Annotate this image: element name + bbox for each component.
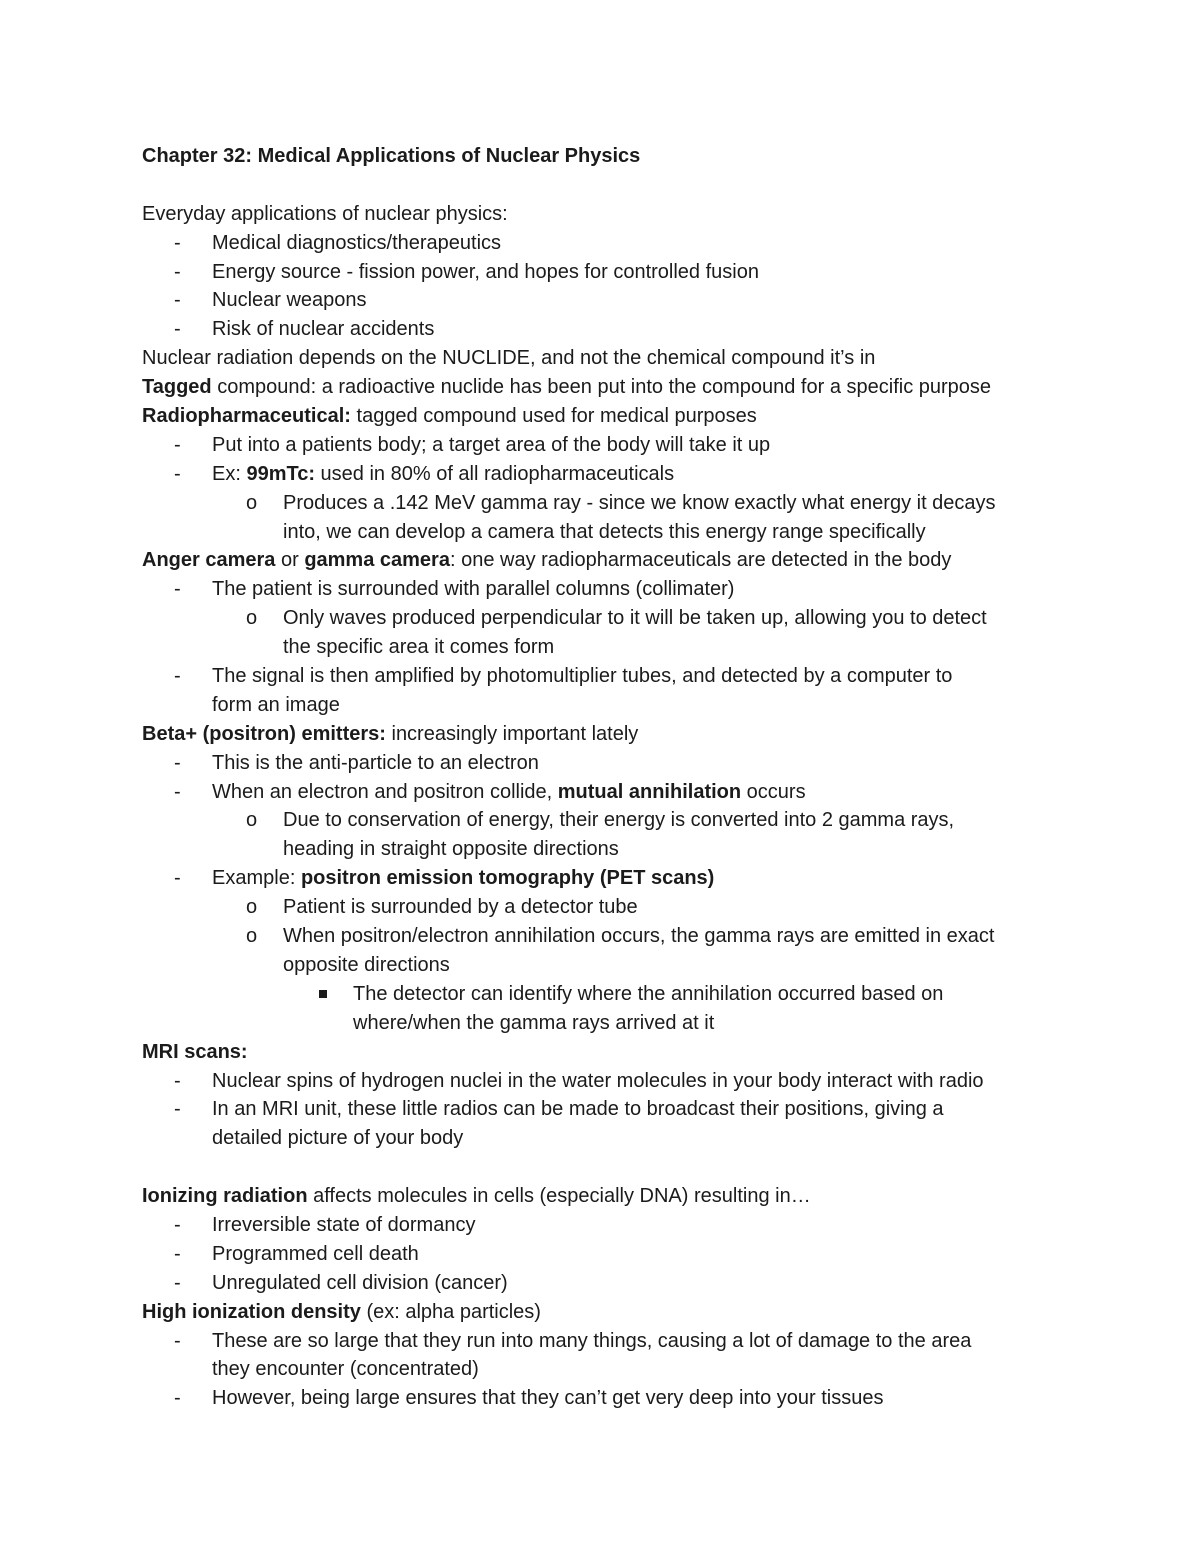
sub-sub-list-item-continuation: where/when the gamma rays arrived at it <box>353 1011 715 1034</box>
paragraph-beta-emitters: Beta+ (positron) emitters: increasingly important lately <box>142 722 639 745</box>
term-99mtc: 99mTc: <box>246 462 315 485</box>
term-tagged: Tagged <box>142 376 212 399</box>
circle-marker: o <box>246 491 258 514</box>
list-item-continuation: they encounter (concentrated) <box>212 1358 479 1381</box>
term-pet-scans: positron emission tomography (PET scans) <box>300 867 715 890</box>
dash-marker: - <box>174 780 181 803</box>
list-item: - Nuclear spins of hydrogen nuclei in the water molecules in your body interact with radio <box>142 1067 1082 1096</box>
list-item: - However, being large ensures that they can’t get very deep into your tissues <box>142 1384 1082 1413</box>
sub-list-item: o Due to conservation of energy, their energy is converted into 2 gamma rays, <box>142 806 1082 835</box>
dash-marker: - <box>174 1098 181 1121</box>
sub-list-item-continuation: opposite directions <box>283 953 450 976</box>
dash-marker: - <box>174 867 181 890</box>
list-item: - Put into a patients body; a target area of the body will take it up <box>142 431 1082 460</box>
circle-marker: o <box>246 896 258 919</box>
list-item: - Nuclear weapons <box>142 286 1082 315</box>
circle-marker: o <box>246 607 258 630</box>
dash-marker: - <box>174 1329 181 1352</box>
sub-list-item: o Patient is surrounded by a detector tube <box>142 893 1082 922</box>
term-mri-scans: MRI scans: <box>142 1040 248 1063</box>
dash-marker: - <box>174 318 181 341</box>
circle-marker: o <box>246 925 258 948</box>
list-item: - When an electron and positron collide, mutual annihilation occurs <box>142 778 1082 807</box>
sub-list-item: o When positron/electron annihilation occurs, the gamma rays are emitted in exact <box>142 922 1082 951</box>
list-item: - Ex: 99mTc: used in 80% of all radiopharmaceuticals <box>142 460 1082 489</box>
list-item: - This is the anti-particle to an electron <box>142 749 1082 778</box>
dash-marker: - <box>174 433 181 456</box>
square-bullet-icon <box>319 990 327 998</box>
dash-marker: - <box>174 260 181 283</box>
term-beta-emitters: Beta+ (positron) emitters: <box>142 722 386 745</box>
term-ionizing-radiation: Ionizing radiation <box>142 1185 308 1208</box>
list-item: - Unregulated cell division (cancer) <box>142 1269 1082 1298</box>
blank-line <box>142 171 1082 200</box>
list-item: - Example: positron emission tomography (PET scans) <box>142 864 1082 893</box>
sub-list-item-continuation: into, we can develop a camera that detects this energy range specifically <box>283 520 926 543</box>
list-item: - These are so large that they run into many things, causing a lot of damage to the area <box>142 1327 1082 1356</box>
paragraph-radiopharmaceutical: Radiopharmaceutical: tagged compound used for medical purposes <box>142 405 757 428</box>
dash-marker: - <box>174 462 181 485</box>
term-mutual-annihilation: mutual annihilation <box>557 780 742 803</box>
blank-line <box>142 1153 1082 1182</box>
paragraph-everyday-applications: Everyday applications of nuclear physics: <box>142 202 508 225</box>
dash-marker: - <box>174 231 181 254</box>
sub-list-item: o Produces a .142 MeV gamma ray - since we know exactly what energy it decays <box>142 489 1082 518</box>
list-item: - Risk of nuclear accidents <box>142 315 1082 344</box>
sub-list-item-continuation: the specific area it comes form <box>283 636 555 659</box>
list-item: - The patient is surrounded with parallel columns (collimater) <box>142 575 1082 604</box>
dash-marker: - <box>174 289 181 312</box>
list-item: - Programmed cell death <box>142 1240 1082 1269</box>
paragraph-tagged-compound: Tagged compound: a radioactive nuclide has been put into the compound for a specific purpose <box>142 376 992 399</box>
list-item-continuation: detailed picture of your body <box>212 1127 464 1150</box>
list-item: - Irreversible state of dormancy <box>142 1211 1082 1240</box>
term-gamma-camera: gamma camera <box>304 549 450 572</box>
term-high-ionization-density: High ionization density <box>142 1300 361 1323</box>
list-item: - The signal is then amplified by photomultiplier tubes, and detected by a computer to <box>142 662 1082 691</box>
list-item: - Energy source - fission power, and hopes for controlled fusion <box>142 258 1082 287</box>
dash-marker: - <box>174 578 181 601</box>
dash-marker: - <box>174 751 181 774</box>
dash-marker: - <box>174 1069 181 1092</box>
document-page <box>142 142 1082 1413</box>
sub-list-item: o Only waves produced perpendicular to it will be taken up, allowing you to detect <box>142 604 1082 633</box>
paragraph-ionizing-radiation: Ionizing radiation affects molecules in cells (especially DNA) resulting in… <box>142 1185 811 1208</box>
term-anger-camera: Anger camera <box>142 549 276 572</box>
paragraph-nuclide: Nuclear radiation depends on the NUCLIDE, and not the chemical compound it’s in <box>142 347 876 370</box>
paragraph-anger-camera: Anger camera or gamma camera: one way radiopharmaceuticals are detected in the body <box>142 549 952 572</box>
paragraph-high-ionization-density: High ionization density (ex: alpha particles) <box>142 1300 541 1323</box>
dash-marker: - <box>174 1271 181 1294</box>
dash-marker: - <box>174 665 181 688</box>
circle-marker: o <box>246 809 258 832</box>
term-radiopharmaceutical: Radiopharmaceutical: <box>142 405 351 428</box>
dash-marker: - <box>174 1242 181 1265</box>
page-title: Chapter 32: Medical Applications of Nuclear Physics <box>142 145 641 167</box>
sub-list-item-continuation: heading in straight opposite directions <box>283 838 619 861</box>
dash-marker: - <box>174 1387 181 1410</box>
list-item: - In an MRI unit, these little radios can be made to broadcast their positions, giving a <box>142 1095 1082 1124</box>
list-item-continuation: form an image <box>212 693 340 716</box>
list-item: - Medical diagnostics/therapeutics <box>142 229 1082 258</box>
sub-sub-list-item: The detector can identify where the annihilation occurred based on <box>142 980 1082 1009</box>
dash-marker: - <box>174 1213 181 1236</box>
